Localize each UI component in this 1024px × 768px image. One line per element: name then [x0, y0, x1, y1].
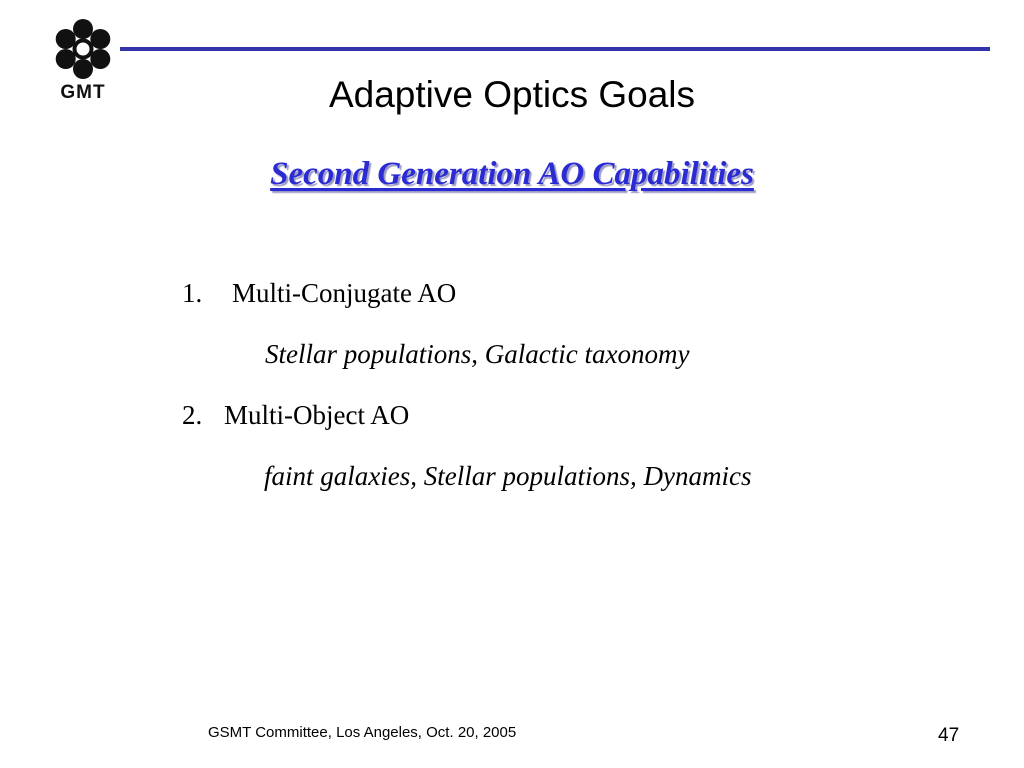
slide-subtitle: Second Generation AO Capabilities [270, 156, 754, 192]
list-item-label: Multi-Conjugate AO [232, 278, 457, 308]
list-item-label: Multi-Object AO [224, 400, 410, 430]
list-item-number: 2. [182, 400, 203, 430]
list-item [182, 278, 456, 309]
logo-text: GMT [60, 82, 106, 103]
page-number: 47 [938, 725, 960, 746]
list-item-number: 1. [182, 278, 203, 308]
list-item [182, 400, 409, 431]
list-item-detail: faint galaxies, Stellar populations, Dynamics [264, 461, 752, 491]
header-rule [120, 47, 990, 51]
slide-title: Adaptive Optics Goals [328, 74, 696, 115]
list-item-detail: Stellar populations, Galactic taxonomy [265, 339, 690, 369]
footer-text: GSMT Committee, Los Angeles, Oct. 20, 2005 [208, 724, 517, 741]
